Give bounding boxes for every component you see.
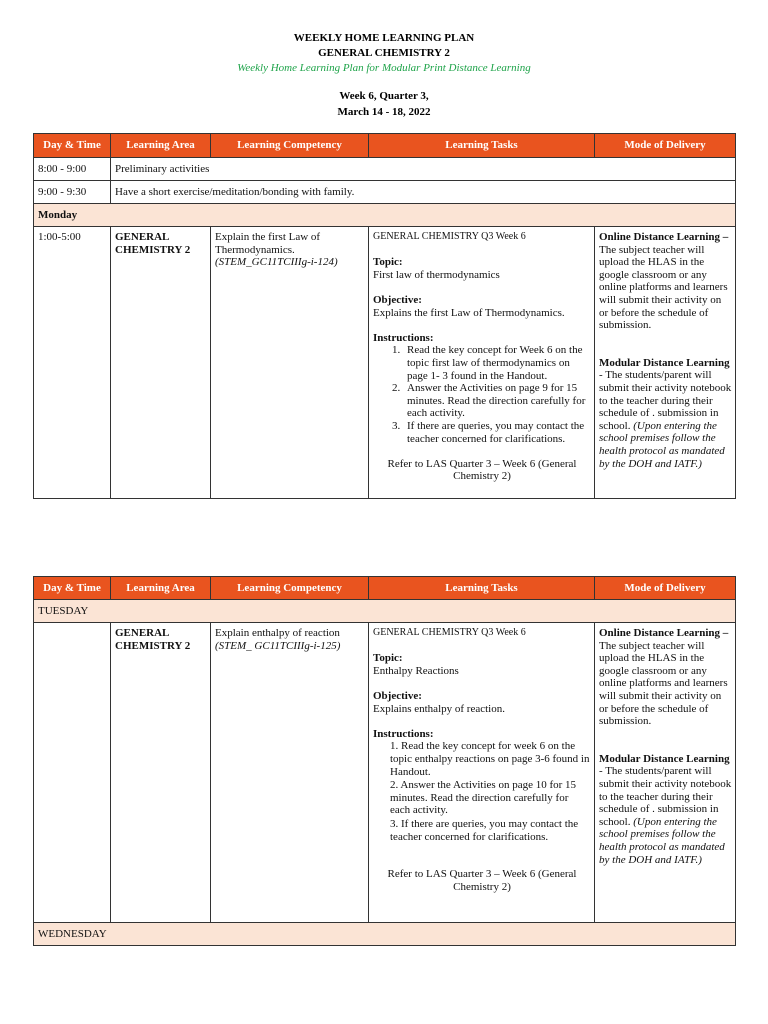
- date-range: March 14 - 18, 2022: [337, 106, 431, 118]
- learning-tasks-cell: [369, 623, 595, 923]
- spacer: [373, 843, 591, 868]
- learning-area-cell: GENERAL CHEMISTRY 2: [111, 227, 211, 499]
- instruction-text: Answer the Activities on page 9 for 15 minutes. Read the direction carefully for each activity.: [407, 382, 586, 420]
- modular-delivery-text: - The students/parent will submit their activity notebook to the teacher during their schedule of . submission in school.: [599, 369, 732, 432]
- online-delivery-text: The subject teacher will upload the HLAS in the google classroom or any online platforms and learners will submit their activity on or before the schedule of submission.: [599, 639, 728, 728]
- table-row: [34, 227, 736, 499]
- online-delivery-label: Online Distance Learning –: [599, 231, 729, 243]
- mode-of-delivery-cell: [595, 227, 736, 499]
- tasks-heading: GENERAL CHEMISTRY Q3 Week 6: [373, 627, 526, 638]
- time-cell: 8:00 - 9:00: [34, 158, 111, 181]
- instruction-item: [373, 420, 589, 445]
- tasks-heading: GENERAL CHEMISTRY Q3 Week 6: [373, 231, 526, 242]
- activity-cell: Have a short exercise/meditation/bonding with family.: [111, 181, 736, 204]
- competency-code: (STEM_ GC11TCIIIg-i-125): [215, 639, 341, 652]
- health-protocol-note: (Upon entering the school premises follow the health protocol as mandated by the DOH and IATF.): [599, 419, 725, 470]
- col-header-day-time: Day & Time: [34, 134, 111, 158]
- col-header-learning-tasks: Learning Tasks: [369, 134, 595, 158]
- spacer: [373, 445, 591, 458]
- learning-tasks-cell: [369, 227, 595, 499]
- spacer: [373, 640, 591, 653]
- time-cell: [34, 623, 111, 923]
- instruction-text: If there are queries, you may contact the teacher concerned for clarifications.: [407, 419, 585, 445]
- instruction-number: 1.: [392, 344, 401, 357]
- document-subject: GENERAL CHEMISTRY 2: [318, 47, 450, 59]
- instructions-label: Instructions:: [373, 727, 434, 740]
- delivery-block: [599, 627, 732, 866]
- instructions-label: Instructions:: [373, 331, 434, 344]
- week-quarter: Week 6, Quarter 3,: [339, 90, 429, 102]
- spacer: [373, 715, 591, 728]
- objective-text: Explains the first Law of Thermodynamics.: [373, 306, 565, 319]
- table-header-row: [34, 577, 736, 600]
- modular-delivery-label: Modular Distance Learning: [599, 752, 730, 765]
- day-row-monday: [34, 204, 736, 227]
- day-label: Monday: [34, 204, 736, 227]
- time-cell: 1:00-5:00: [34, 227, 111, 499]
- table-row: [34, 623, 736, 923]
- col-header-mode-of-delivery: Mode of Delivery: [595, 577, 736, 600]
- modular-delivery-paragraph: [599, 369, 732, 470]
- spacer: [373, 319, 591, 332]
- document-title: WEEKLY HOME LEARNING PLAN: [293, 32, 475, 44]
- competency-text: Explain enthalpy of reaction: [215, 627, 340, 639]
- objective-label: Objective:: [373, 689, 422, 702]
- plan-table-monday: [33, 133, 736, 499]
- day-label: TUESDAY: [34, 600, 736, 623]
- mode-of-delivery-cell: [595, 623, 736, 923]
- online-delivery-label: Online Distance Learning –: [599, 627, 729, 639]
- online-delivery-text: The subject teacher will upload the HLAS in the google classroom or any online platforms and learners will submit their activity on or before the schedule of submission.: [599, 243, 728, 332]
- learning-competency-cell: [211, 623, 369, 923]
- col-header-mode-of-delivery: Mode of Delivery: [595, 134, 736, 158]
- col-header-learning-tasks: Learning Tasks: [369, 577, 595, 600]
- col-header-learning-competency: Learning Competency: [211, 577, 369, 600]
- time-cell: 9:00 - 9:30: [34, 181, 111, 204]
- day-label: WEDNESDAY: [34, 923, 736, 946]
- instruction-item: 2. Answer the Activities on page 10 for 15 minutes. Read the direction carefully for each activity.: [390, 779, 577, 817]
- table-header-row: [34, 134, 736, 158]
- spacer: [373, 244, 591, 257]
- plan-table-tuesday: [33, 576, 736, 946]
- topic-label: Topic:: [373, 652, 403, 665]
- spacer: [373, 281, 591, 294]
- day-row-tuesday: [34, 600, 736, 623]
- instruction-item: [373, 382, 589, 420]
- health-protocol-note: (Upon entering the school premises follow the health protocol as mandated by the DOH and IATF.): [599, 815, 725, 866]
- learning-competency-cell: [211, 227, 369, 499]
- day-row-wednesday: [34, 923, 736, 946]
- instruction-number: 2.: [392, 382, 401, 395]
- competency-text: Explain the first Law of Thermodynamics.: [215, 231, 321, 256]
- table-row: [34, 181, 736, 204]
- objective-text: Explains enthalpy of reaction.: [373, 702, 505, 715]
- topic-text: Enthalpy Reactions: [373, 664, 459, 677]
- modular-delivery-label: Modular Distance Learning: [599, 356, 730, 369]
- instruction-item: 1. Read the key concept for week 6 on the topic enthalpy reactions on page 3-6 found in Handout.: [390, 740, 590, 778]
- reference-note: Refer to LAS Quarter 3 – Week 6 (General Chemistry 2): [387, 868, 577, 893]
- delivery-block: [599, 231, 732, 470]
- modular-delivery-text: - The students/parent will submit their activity notebook to the teacher during their schedule of . submission in school.: [599, 765, 732, 828]
- instruction-text: Read the key concept for Week 6 on the topic first law of thermodynamics on page 1- 3 found in the Handout.: [407, 344, 583, 382]
- reference-note: Refer to LAS Quarter 3 – Week 6 (General Chemistry 2): [387, 457, 577, 483]
- col-header-learning-competency: Learning Competency: [211, 134, 369, 158]
- activity-cell: Preliminary activities: [111, 158, 736, 181]
- instruction-item: 3. If there are queries, you may contact the teacher concerned for clarifications.: [390, 817, 579, 843]
- document-subtitle: Weekly Home Learning Plan for Modular Print Distance Learning: [237, 62, 531, 74]
- col-header-learning-area: Learning Area: [111, 577, 211, 600]
- modular-delivery-paragraph: [599, 765, 732, 866]
- topic-label: Topic:: [373, 256, 403, 269]
- learning-area-cell: GENERAL CHEMISTRY 2: [111, 623, 211, 923]
- col-header-learning-area: Learning Area: [111, 134, 211, 158]
- instruction-number: 3.: [392, 419, 401, 432]
- table-row: [34, 158, 736, 181]
- instruction-item: [373, 344, 589, 382]
- col-header-day-time: Day & Time: [34, 577, 111, 600]
- spacer: [373, 677, 591, 690]
- objective-label: Objective:: [373, 293, 422, 306]
- topic-text: First law of thermodynamics: [373, 268, 500, 281]
- competency-code: (STEM_GC11TCIIIg-i-124): [215, 256, 338, 269]
